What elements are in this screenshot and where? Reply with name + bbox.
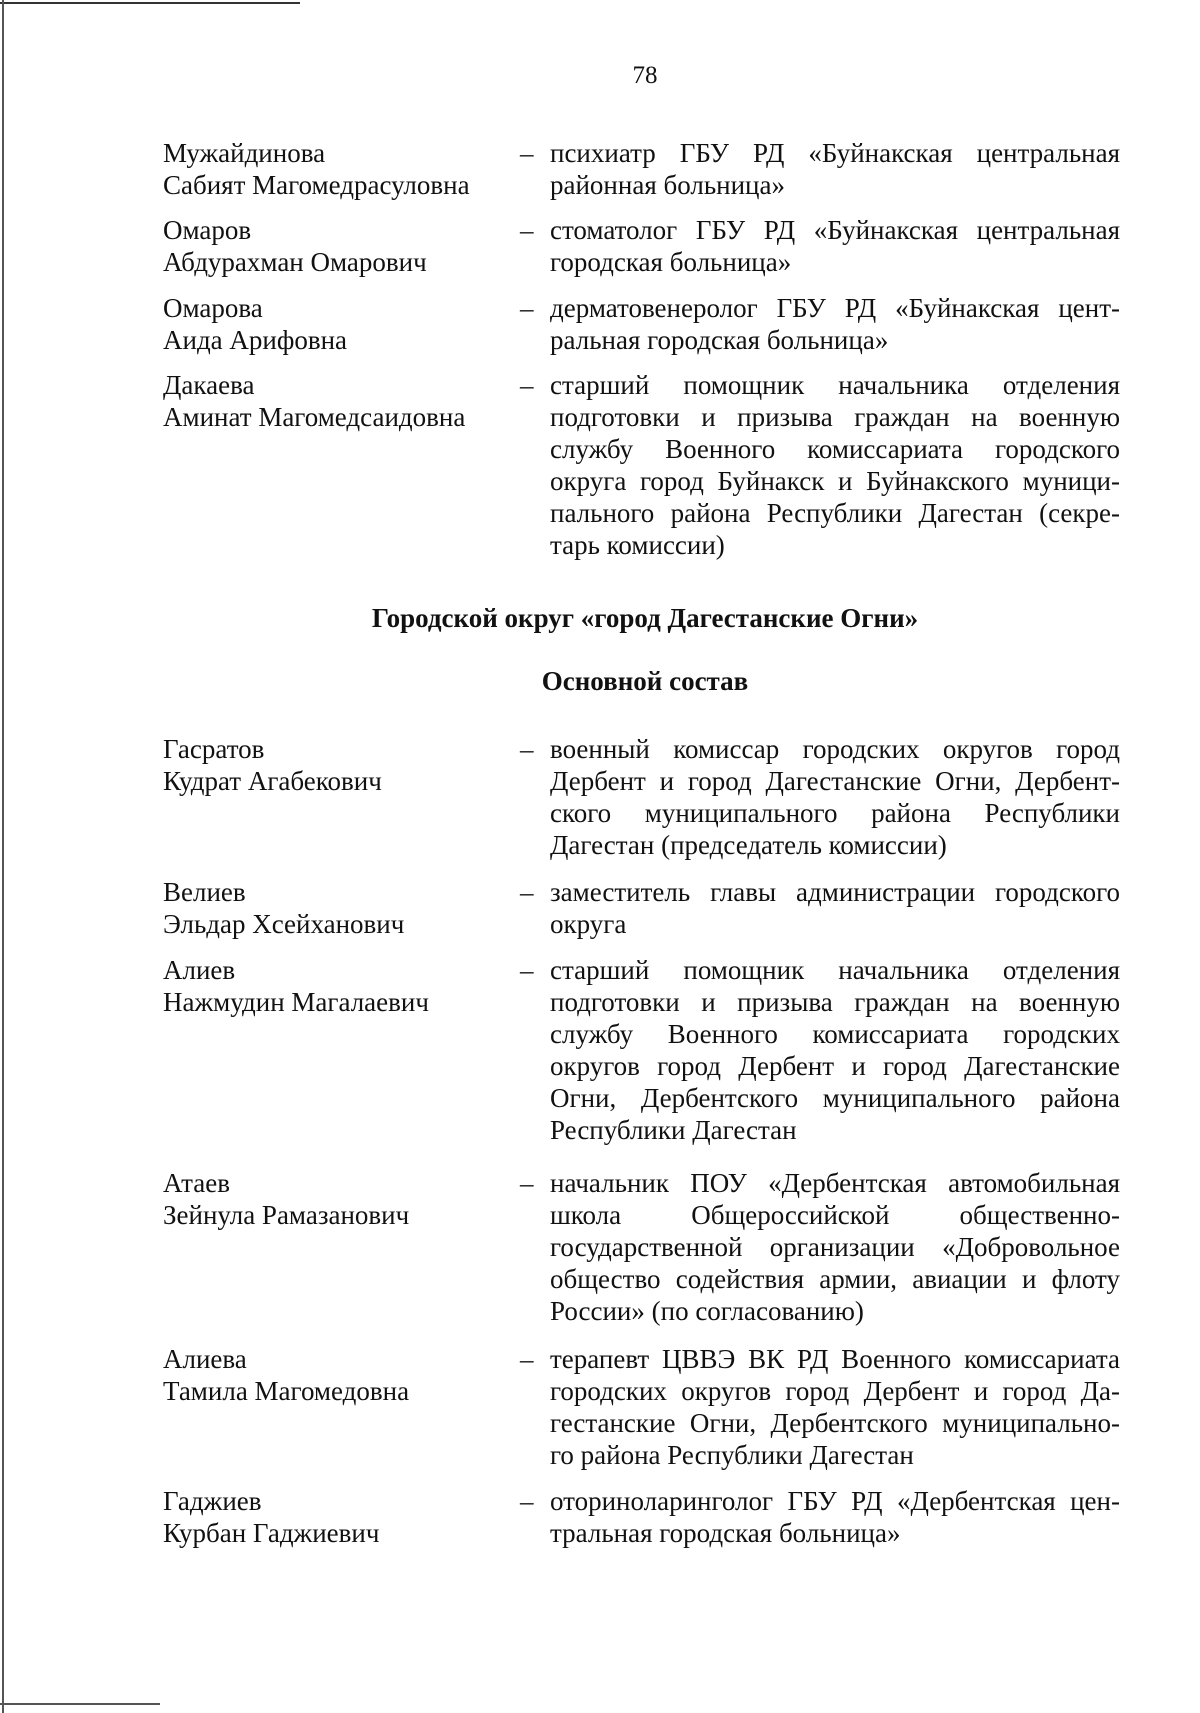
- member-surname: Гасратов: [163, 734, 265, 764]
- position-line: терапевт ЦВВЭ ВК РД Военного комиссариата: [550, 1344, 1120, 1374]
- member-name: [163, 1167, 503, 1231]
- member-name: [163, 733, 503, 797]
- position-line: подготовки и призыва граждан на военную: [550, 402, 1120, 432]
- member-given-names: Тамила Магомедовна: [163, 1376, 410, 1406]
- section-title: Городской округ «город Дагестанские Огни»: [371, 603, 919, 633]
- position-line: ральная городская больница»: [550, 325, 889, 355]
- member-surname: Мужайдинова: [163, 138, 326, 168]
- member-name: [163, 214, 503, 278]
- position-line: начальник ПОУ «Дербентская автомобильная: [550, 1168, 1120, 1198]
- member-dash: –: [520, 370, 534, 400]
- member-given-names: Зейнула Рамазанович: [163, 1200, 410, 1230]
- member-given-names: Абдурахман Омарович: [163, 247, 427, 277]
- member-name: [163, 1485, 503, 1549]
- position-line: го района Республики Дагестан: [550, 1440, 914, 1470]
- member-name: [163, 137, 503, 201]
- member-position: [550, 1485, 1120, 1549]
- member-position: [550, 369, 1120, 561]
- member-dash: –: [520, 734, 534, 764]
- position-line: психиатр ГБУ РД «Буйнакская центральная: [550, 138, 1120, 168]
- position-line: Огни, Дербентского муниципального района: [550, 1083, 1120, 1113]
- position-line: подготовки и призыва граждан на военную: [550, 987, 1120, 1017]
- scan-edge-top: [0, 2, 300, 4]
- position-line: военный комиссар городских округов город: [550, 734, 1120, 764]
- position-line: гестанские Огни, Дербентского муниципально-: [550, 1408, 1120, 1438]
- member-name: [163, 292, 503, 356]
- position-line: округа город Буйнакск и Буйнакского муници-: [550, 466, 1120, 496]
- member-surname: Атаев: [163, 1168, 230, 1198]
- member-position: [550, 733, 1120, 861]
- member-given-names: Нажмудин Магалаевич: [163, 987, 429, 1017]
- member-name: [163, 876, 503, 940]
- member-position: [550, 292, 1120, 356]
- member-position: [550, 1167, 1120, 1327]
- member-dash: –: [520, 1486, 534, 1516]
- member-position: [550, 876, 1120, 940]
- position-line: тарь комиссии): [550, 530, 725, 560]
- member-position: [550, 214, 1120, 278]
- position-line: городская больница»: [550, 247, 792, 277]
- subsection-title: Основной состав: [541, 666, 749, 696]
- member-dash: –: [520, 1168, 534, 1198]
- position-line: службу Военного комиссариата городского: [550, 434, 1120, 464]
- position-line: Дербент и город Дагестанские Огни, Дербент-: [550, 766, 1120, 796]
- position-line: государственной организации «Добровольное: [550, 1232, 1120, 1262]
- member-name: [163, 954, 503, 1018]
- member-given-names: Кудрат Агабекович: [163, 766, 382, 796]
- position-line: оториноларинголог ГБУ РД «Дербентская цен-: [550, 1486, 1120, 1516]
- position-line: округа: [550, 909, 627, 939]
- position-line: общество содействия армии, авиации и флоту: [550, 1264, 1120, 1294]
- member-position: [550, 1343, 1120, 1471]
- member-dash: –: [520, 215, 534, 245]
- member-given-names: Сабият Магомедрасуловна: [163, 170, 470, 200]
- position-line: дерматовенеролог ГБУ РД «Буйнакская цент-: [550, 293, 1120, 323]
- position-line: районная больница»: [550, 170, 785, 200]
- scan-edge-bottom: [0, 1703, 160, 1705]
- member-surname: Велиев: [163, 877, 246, 907]
- member-given-names: Курбан Гаджиевич: [163, 1518, 380, 1548]
- member-surname: Гаджиев: [163, 1486, 262, 1516]
- member-surname: Омарова: [163, 293, 263, 323]
- member-given-names: Эльдар Хсейханович: [163, 909, 405, 939]
- position-line: стоматолог ГБУ РД «Буйнакская центральная: [550, 215, 1120, 245]
- position-line: ского муниципального района Республики: [550, 798, 1120, 828]
- member-name: [163, 1343, 503, 1407]
- member-given-names: Аминат Магомедсаидовна: [163, 402, 466, 432]
- member-dash: –: [520, 138, 534, 168]
- position-line: старший помощник начальника отделения: [550, 370, 1120, 400]
- member-name: [163, 369, 503, 433]
- member-dash: –: [520, 877, 534, 907]
- member-position: [550, 954, 1120, 1146]
- position-line: пального района Республики Дагестан (секре-: [550, 498, 1120, 528]
- position-line: Дагестан (председатель комиссии): [550, 830, 947, 860]
- position-line: Республики Дагестан: [550, 1115, 797, 1145]
- position-line: старший помощник начальника отделения: [550, 955, 1120, 985]
- member-surname: Дакаева: [163, 370, 255, 400]
- member-surname: Алиев: [163, 955, 236, 985]
- page-number: 78: [632, 62, 658, 89]
- member-surname: Омаров: [163, 215, 252, 245]
- position-line: городских округов город Дербент и город Да-: [550, 1376, 1120, 1406]
- member-dash: –: [520, 293, 534, 323]
- member-position: [550, 137, 1120, 201]
- position-line: тральная городская больница»: [550, 1518, 901, 1548]
- member-dash: –: [520, 1344, 534, 1374]
- member-surname: Алиева: [163, 1344, 247, 1374]
- member-dash: –: [520, 955, 534, 985]
- scan-edge-left: [2, 0, 4, 1713]
- position-line: службу Военного комиссариата городских: [550, 1019, 1120, 1049]
- position-line: округов город Дербент и город Дагестанские: [550, 1051, 1120, 1081]
- position-line: заместитель главы администрации городского: [550, 877, 1120, 907]
- member-given-names: Аида Арифовна: [163, 325, 348, 355]
- position-line: России» (по согласованию): [550, 1296, 864, 1326]
- position-line: школа Общероссийской общественно-: [550, 1200, 1120, 1230]
